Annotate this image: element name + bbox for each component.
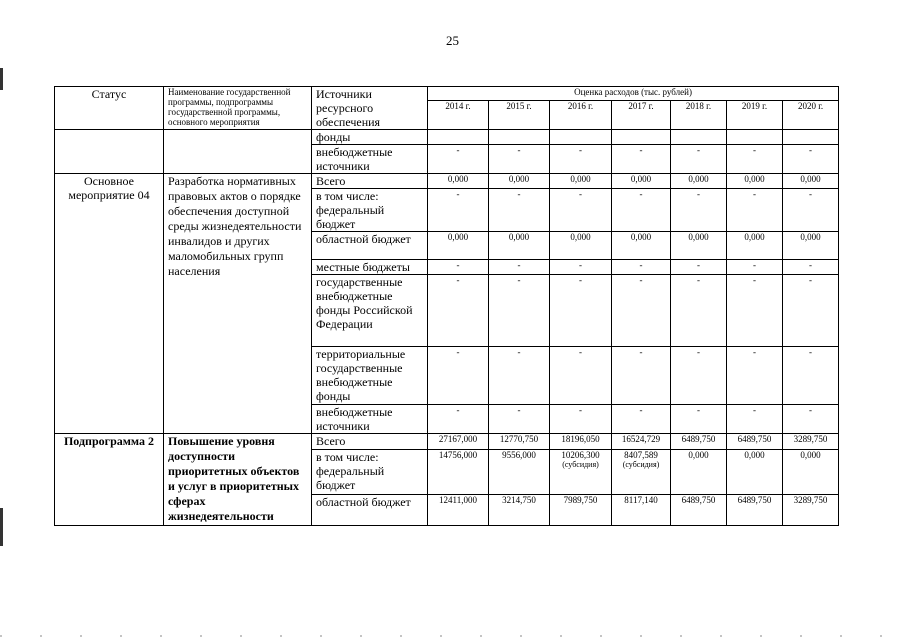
value-text: 0,000 (744, 232, 765, 242)
value-text: - (517, 145, 521, 155)
value-cell (612, 130, 671, 145)
value-cell (489, 450, 550, 495)
value-cell (783, 260, 839, 275)
header-estimate: Оценка расходов (тыс. рублей) (428, 87, 839, 101)
value-text: 12411,000 (439, 495, 477, 505)
value-text: - (456, 275, 460, 285)
value-text: - (639, 405, 643, 415)
value-cell (612, 275, 671, 347)
value-cell (783, 347, 839, 405)
header-year: 2014 г. (428, 100, 489, 129)
value-cell (783, 130, 839, 145)
value-cell (489, 189, 550, 232)
value-text: - (456, 260, 460, 270)
value-text: 0,000 (800, 232, 821, 242)
value-cell (489, 275, 550, 347)
header-name: Наименование государственной программы, подпрограммы государственной программы, основного мероприятия (164, 87, 312, 130)
name-cell (164, 130, 312, 174)
value-cell (489, 232, 550, 260)
value-text: - (456, 189, 460, 199)
value-cell (671, 130, 727, 145)
value-text: - (753, 145, 756, 155)
status-cell: Основное мероприятие 04 (55, 174, 164, 434)
value-cell (783, 174, 839, 189)
value-text: 0,000 (800, 450, 821, 460)
value-text: - (697, 189, 700, 199)
table-body (55, 130, 839, 526)
value-text: 0,000 (447, 174, 469, 184)
table-row (55, 434, 839, 450)
value-cell (550, 189, 612, 232)
source-cell: областной бюджет (312, 495, 428, 526)
value-cell (612, 174, 671, 189)
value-text: 0,000 (508, 174, 530, 184)
value-cell (727, 260, 783, 275)
value-cell (671, 495, 727, 526)
value-cell (428, 434, 489, 450)
value-text: 3289,750 (793, 495, 828, 505)
value-cell (550, 450, 612, 495)
value-cell (671, 189, 727, 232)
value-text: - (579, 260, 582, 270)
value-text: 8117,140 (624, 495, 658, 505)
value-cell (428, 275, 489, 347)
value-text: - (809, 347, 813, 357)
value-cell (727, 174, 783, 189)
value-cell (612, 232, 671, 260)
value-text: - (579, 405, 582, 415)
value-cell (428, 174, 489, 189)
value-cell (550, 405, 612, 434)
value-text: - (456, 405, 460, 415)
value-text: - (809, 275, 813, 285)
value-cell (612, 260, 671, 275)
value-text: - (579, 347, 582, 357)
value-cell (727, 347, 783, 405)
value-text: - (517, 260, 521, 270)
value-text: - (809, 189, 813, 199)
scan-edge-mark-top (0, 68, 3, 90)
header-year: 2016 г. (550, 100, 612, 129)
value-cell (783, 275, 839, 347)
value-text: 0,000 (570, 232, 591, 242)
value-text: - (697, 347, 700, 357)
status-cell (55, 130, 164, 174)
source-cell: Всего (312, 174, 428, 189)
value-text: 7989,750 (563, 495, 598, 505)
page-number: 25 (446, 33, 459, 48)
value-text: - (639, 275, 643, 285)
value-cell (428, 260, 489, 275)
value-text: 10206,300 (561, 450, 600, 460)
value-cell (612, 450, 671, 495)
value-text: 12770,750 (499, 434, 539, 444)
value-cell (550, 260, 612, 275)
value-text: 0,000 (800, 174, 821, 184)
value-cell (671, 405, 727, 434)
value-cell (428, 450, 489, 495)
value-cell (783, 145, 839, 174)
header-year: 2017 г. (612, 100, 671, 129)
value-text: 0,000 (688, 174, 709, 184)
value-cell (671, 174, 727, 189)
table-row (55, 130, 839, 145)
value-text: - (639, 145, 643, 155)
source-cell: фонды (312, 130, 428, 145)
value-text: - (456, 347, 460, 357)
value-text: - (517, 347, 521, 357)
value-note: (субсидия) (622, 460, 660, 469)
value-cell (783, 189, 839, 232)
value-text: - (753, 347, 756, 357)
value-cell (671, 232, 727, 260)
value-cell (612, 434, 671, 450)
value-cell (671, 347, 727, 405)
value-text: - (809, 260, 813, 270)
value-cell (428, 145, 489, 174)
value-text: - (639, 189, 643, 199)
value-text: - (753, 189, 756, 199)
source-cell: внебюджетные источники (312, 145, 428, 174)
value-cell (612, 347, 671, 405)
value-cell (428, 232, 489, 260)
value-cell (727, 275, 783, 347)
value-cell (550, 434, 612, 450)
source-cell: внебюджетные источники (312, 405, 428, 434)
value-text: - (639, 260, 643, 270)
source-cell: в том числе: федеральный бюджет (312, 189, 428, 232)
value-cell (428, 405, 489, 434)
value-text: - (579, 275, 582, 285)
value-text: - (517, 189, 521, 199)
value-text: - (579, 189, 582, 199)
value-text: - (639, 347, 643, 357)
value-cell (671, 275, 727, 347)
source-cell: местные бюджеты (312, 260, 428, 275)
value-cell (428, 347, 489, 405)
value-cell (550, 232, 612, 260)
value-cell (612, 495, 671, 526)
header-row (55, 87, 839, 101)
value-text: 14756,000 (438, 450, 478, 460)
value-text: - (753, 260, 756, 270)
value-text: 0,000 (744, 174, 765, 184)
name-cell: Повышение уровня доступности приоритетных объектов и услуг в приоритетных сферах жизнедеятельности (164, 434, 312, 526)
value-cell (783, 232, 839, 260)
table-row (55, 174, 839, 189)
value-note: (субсидия) (562, 460, 599, 469)
value-cell (489, 145, 550, 174)
source-cell: Всего (312, 434, 428, 450)
source-cell: территориальные государственные внебюджетные фонды (312, 347, 428, 405)
value-cell (727, 450, 783, 495)
status-cell: Подпрограмма 2 (55, 434, 164, 526)
value-text: 0,000 (630, 174, 652, 184)
scan-noise (0, 635, 905, 637)
value-text: - (517, 405, 521, 415)
value-text: 8407,589 (624, 450, 658, 460)
value-cell (489, 260, 550, 275)
value-cell (783, 405, 839, 434)
value-text: 27167,000 (438, 434, 478, 444)
value-text: 0,000 (688, 232, 709, 242)
value-cell (489, 347, 550, 405)
name-cell: Разработка нормативных правовых актов о порядке обеспечения доступной среды жизнедеятельности инвалидов и других маломобильных групп населения (164, 174, 312, 434)
value-cell (727, 405, 783, 434)
value-cell (550, 130, 612, 145)
value-cell (428, 130, 489, 145)
scan-edge-mark-bottom (0, 508, 3, 546)
budget-table (54, 86, 839, 526)
value-text: 0,000 (744, 450, 765, 460)
value-cell (489, 405, 550, 434)
value-cell (727, 434, 783, 450)
value-text: - (697, 275, 700, 285)
value-text: 6489,750 (737, 434, 772, 444)
header-year: 2015 г. (489, 100, 550, 129)
value-cell (489, 434, 550, 450)
value-text: - (697, 260, 700, 270)
value-text: - (517, 275, 521, 285)
value-text: 0,000 (447, 232, 469, 242)
value-cell (489, 174, 550, 189)
value-cell (550, 174, 612, 189)
value-cell (727, 495, 783, 526)
value-cell (428, 189, 489, 232)
value-cell (612, 145, 671, 174)
value-cell (428, 495, 489, 526)
header-status: Статус (55, 87, 164, 130)
value-text: - (697, 405, 700, 415)
value-cell (671, 434, 727, 450)
value-text: 6489,750 (737, 495, 772, 505)
value-text: 0,000 (508, 232, 530, 242)
value-text: 0,000 (630, 232, 652, 242)
header-year: 2019 г. (727, 100, 783, 129)
value-text: 9556,000 (502, 450, 536, 460)
value-text: 3214,750 (502, 495, 536, 505)
value-cell (550, 145, 612, 174)
value-cell (727, 145, 783, 174)
source-cell: областной бюджет (312, 232, 428, 260)
header-year: 2018 г. (671, 100, 727, 129)
value-text: 6489,750 (681, 434, 716, 444)
header-year: 2020 г. (783, 100, 839, 129)
value-text: 0,000 (570, 174, 591, 184)
value-cell (783, 495, 839, 526)
value-text: 18196,050 (561, 434, 600, 444)
value-cell (671, 145, 727, 174)
value-cell (489, 495, 550, 526)
value-text: 16524,729 (621, 434, 661, 444)
value-cell (671, 260, 727, 275)
value-text: - (809, 405, 813, 415)
value-cell (727, 189, 783, 232)
value-cell (727, 232, 783, 260)
value-text: 6489,750 (681, 495, 716, 505)
value-text: - (753, 275, 756, 285)
value-cell (671, 450, 727, 495)
header-sources: Источники ресурсного обеспечения (312, 87, 428, 130)
value-text: 3289,750 (793, 434, 828, 444)
value-cell (550, 495, 612, 526)
value-cell (783, 434, 839, 450)
value-text: - (579, 145, 582, 155)
value-text: - (456, 145, 460, 155)
value-cell (550, 275, 612, 347)
value-cell (550, 347, 612, 405)
value-cell (727, 130, 783, 145)
source-cell: государственные внебюджетные фонды Российской Федерации (312, 275, 428, 347)
source-cell: в том числе: федеральный бюджет (312, 450, 428, 495)
value-cell (489, 130, 550, 145)
value-text: 0,000 (688, 450, 709, 460)
value-text: - (809, 145, 813, 155)
value-text: - (753, 405, 756, 415)
value-cell (783, 450, 839, 495)
value-text: - (697, 145, 700, 155)
value-cell (612, 189, 671, 232)
value-cell (612, 405, 671, 434)
